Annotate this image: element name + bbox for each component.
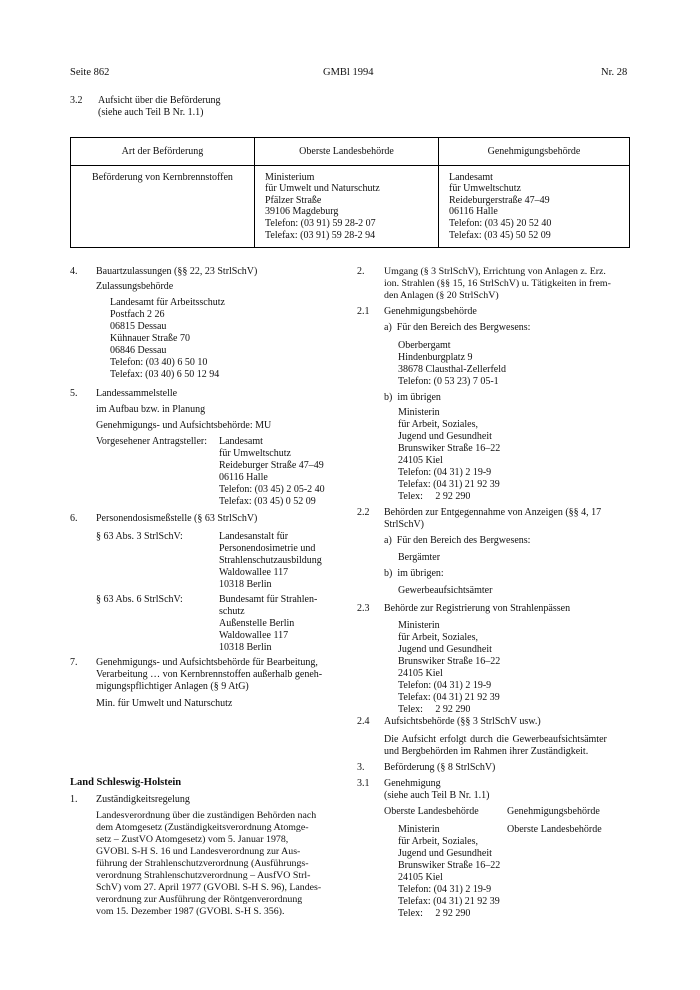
section-title: Umgang (§ 3 StrlSchV), Errichtung von Anlagen z. Erz. ion. Strahlen (§§ 15, 16 StrlSchV) u. Tätigkeiten in frem- den Anlagen (§ 20 StrlSchV)	[384, 266, 611, 301]
paragraph: Genehmigungs- und Aufsichtsbehörde für Bearbeitung, Verarbeitung … von Kernbrennstoffen außerhalb geneh- migungspflichtiger Anlagen (§ 9 AtG)	[96, 657, 323, 692]
section-title: Bauartzulassungen (§§ 22, 23 StrlSchV)	[96, 266, 258, 277]
transport-authority-table	[70, 137, 630, 248]
section-title: Zuständigkeitsregelung	[96, 794, 190, 805]
address-block: Ministerin für Arbeit, Soziales, Jugend und Gesundheit Brunswiker Straße 16–22 24105 Kiel Telefon: (04 31) 2 19-9 Telefax: (04 31) 21 92 39 Telex: 2 92 290	[398, 407, 501, 502]
section-number: 2.1	[357, 306, 370, 317]
paragraph: Landesverordnung über die zuständigen Behörden nach dem Atomgesetz (Zuständigkeitsverordnung Atomge- setz – ZustVO Atomgesetz) vom 5. Januar 1978, GVOBl. S-H S. 16 und Landesverordnung zur Aus- führung der Strahlenschutzverordnung (Ausführungs- verordnung Strahlenschutzverordnung – AusfVO Strl- SchV) vom 27. April 1977 (GVOBl. S-H S. 96), Landes- verordnung zur Ausführung der Röntgenverordnung vom 15. Dezember 1987 (GVOBl. S-H S. 356).	[96, 810, 322, 917]
section-number: 6.	[70, 513, 78, 524]
issue-number: Nr. 28	[601, 67, 628, 78]
paragraph: Gewerbeaufsichtsämter	[398, 585, 493, 596]
address-block: Oberbergamt Hindenburgplatz 9 38678 Clausthal-Zellerfeld Telefon: (0 53 23) 7 05-1	[398, 340, 507, 387]
section-number: 2.	[357, 266, 365, 277]
table-cell: Ministerium für Umwelt und Naturschutz Pfälzer Straße 39106 Magdeburg Telefon: (03 91) 59 28-2 07 Telefax: (03 91) 59 28-2 94	[255, 165, 439, 248]
table-row	[71, 165, 630, 248]
column-label: Genehmigungsbehörde	[507, 806, 600, 817]
section-number: 3.1	[357, 778, 370, 789]
list-item: b) im übrigen	[384, 392, 441, 403]
section-number: 3.2	[70, 95, 83, 106]
section-number: 7.	[70, 657, 78, 668]
section-title: Beförderung (§ 8 StrlSchV)	[384, 762, 496, 773]
section-heading: Land Schleswig-Holstein	[70, 777, 182, 788]
address-block: Ministerin für Arbeit, Soziales, Jugend und Gesundheit Brunswiker Straße 16–22 24105 Kiel Telefon: (04 31) 2 19-9 Telefax: (04 31) 21 92 39 Telex: 2 92 290	[398, 824, 501, 919]
address-block: Bundesamt für Strahlen- schutz Außenstelle Berlin Waldowallee 117 10318 Berlin	[219, 594, 318, 653]
label: § 63 Abs. 3 StrlSchV:	[96, 531, 183, 542]
section-number: 3.	[357, 762, 365, 773]
address-block: Landesanstalt für Personendosimetrie und Strahlenschutzausbildung Waldowallee 117 10318 Berlin	[219, 531, 322, 590]
section-title: Personendosismeßstelle (§ 63 StrlSchV)	[96, 513, 258, 524]
paragraph: Min. für Umwelt und Naturschutz	[96, 698, 233, 709]
section-title: Aufsichtsbehörde (§§ 3 StrlSchV usw.)	[384, 716, 541, 727]
section-number: 2.2	[357, 507, 370, 518]
section-number: 2.4	[357, 716, 370, 727]
page-number: Seite 862	[70, 67, 110, 78]
column-value: Oberste Landesbehörde	[507, 824, 602, 835]
table-cell: Beförderung von Kernbrennstoffen	[71, 165, 255, 248]
table-cell: Landesamt für Umweltschutz Reideburgerstraße 47–49 06116 Halle Telefon: (03 45) 20 52 40 Telefax: (03 45) 50 52 09	[439, 165, 630, 248]
column-label: Oberste Landesbehörde	[384, 806, 479, 817]
section-number: 1.	[70, 794, 78, 805]
paragraph: Genehmigungs- und Aufsichtsbehörde: MU	[96, 420, 272, 431]
table-header-row	[71, 138, 630, 166]
section-number: 2.3	[357, 603, 370, 614]
table-header: Oberste Landesbehörde	[255, 138, 439, 166]
section-title: Behörde zur Registrierung von Strahlenpässen	[384, 603, 571, 614]
address-block: Landesamt für Umweltschutz Reideburger Straße 47–49 06116 Halle Telefon: (03 45) 2 05-2 40 Telefax: (03 45) 0 52 09	[219, 436, 325, 507]
section-title: Aufsicht über die Beförderung (siehe auch Teil B Nr. 1.1)	[98, 95, 221, 118]
list-item: a) Für den Bereich des Bergwesens:	[384, 535, 531, 546]
label: Vorgesehener Antragsteller:	[96, 436, 207, 447]
list-item: b) im übrigen:	[384, 568, 444, 579]
section-title: Landessammelstelle	[96, 388, 178, 399]
table-header: Genehmigungsbehörde	[439, 138, 630, 166]
label: § 63 Abs. 6 StrlSchV:	[96, 594, 183, 605]
section-title: Behörden zur Entgegennahme von Anzeigen (§§ 4, 17 StrlSchV)	[384, 507, 602, 530]
address-block: Ministerin für Arbeit, Soziales, Jugend und Gesundheit Brunswiker Straße 16–22 24105 Kiel Telefon: (04 31) 2 19-9 Telefax: (04 31) 21 92 39 Telex: 2 92 290	[398, 620, 501, 715]
subheading: Zulassungsbehörde	[96, 281, 174, 292]
section-number: 4.	[70, 266, 78, 277]
paragraph: Bergämter	[398, 552, 441, 563]
paragraph: Die Aufsicht erfolgt durch die Gewerbeaufsichtsämter und Bergbehörden im Rahmen ihrer Zuständigkeit.	[384, 734, 607, 757]
address-block: Landesamt für Arbeitsschutz Postfach 2 26 06815 Dessau Kühnauer Straße 70 06846 Dessau Telefon: (03 40) 6 50 10 Telefax: (03 40) 6 50 12 94	[110, 297, 225, 380]
section-title: Genehmigung (siehe auch Teil B Nr. 1.1)	[384, 778, 490, 801]
journal-title: GMBl 1994	[323, 67, 374, 78]
list-item: a) Für den Bereich des Bergwesens:	[384, 322, 531, 333]
paragraph: im Aufbau bzw. in Planung	[96, 404, 206, 415]
section-number: 5.	[70, 388, 78, 399]
section-title: Genehmigungsbehörde	[384, 306, 477, 317]
table-header: Art der Beförderung	[71, 138, 255, 166]
